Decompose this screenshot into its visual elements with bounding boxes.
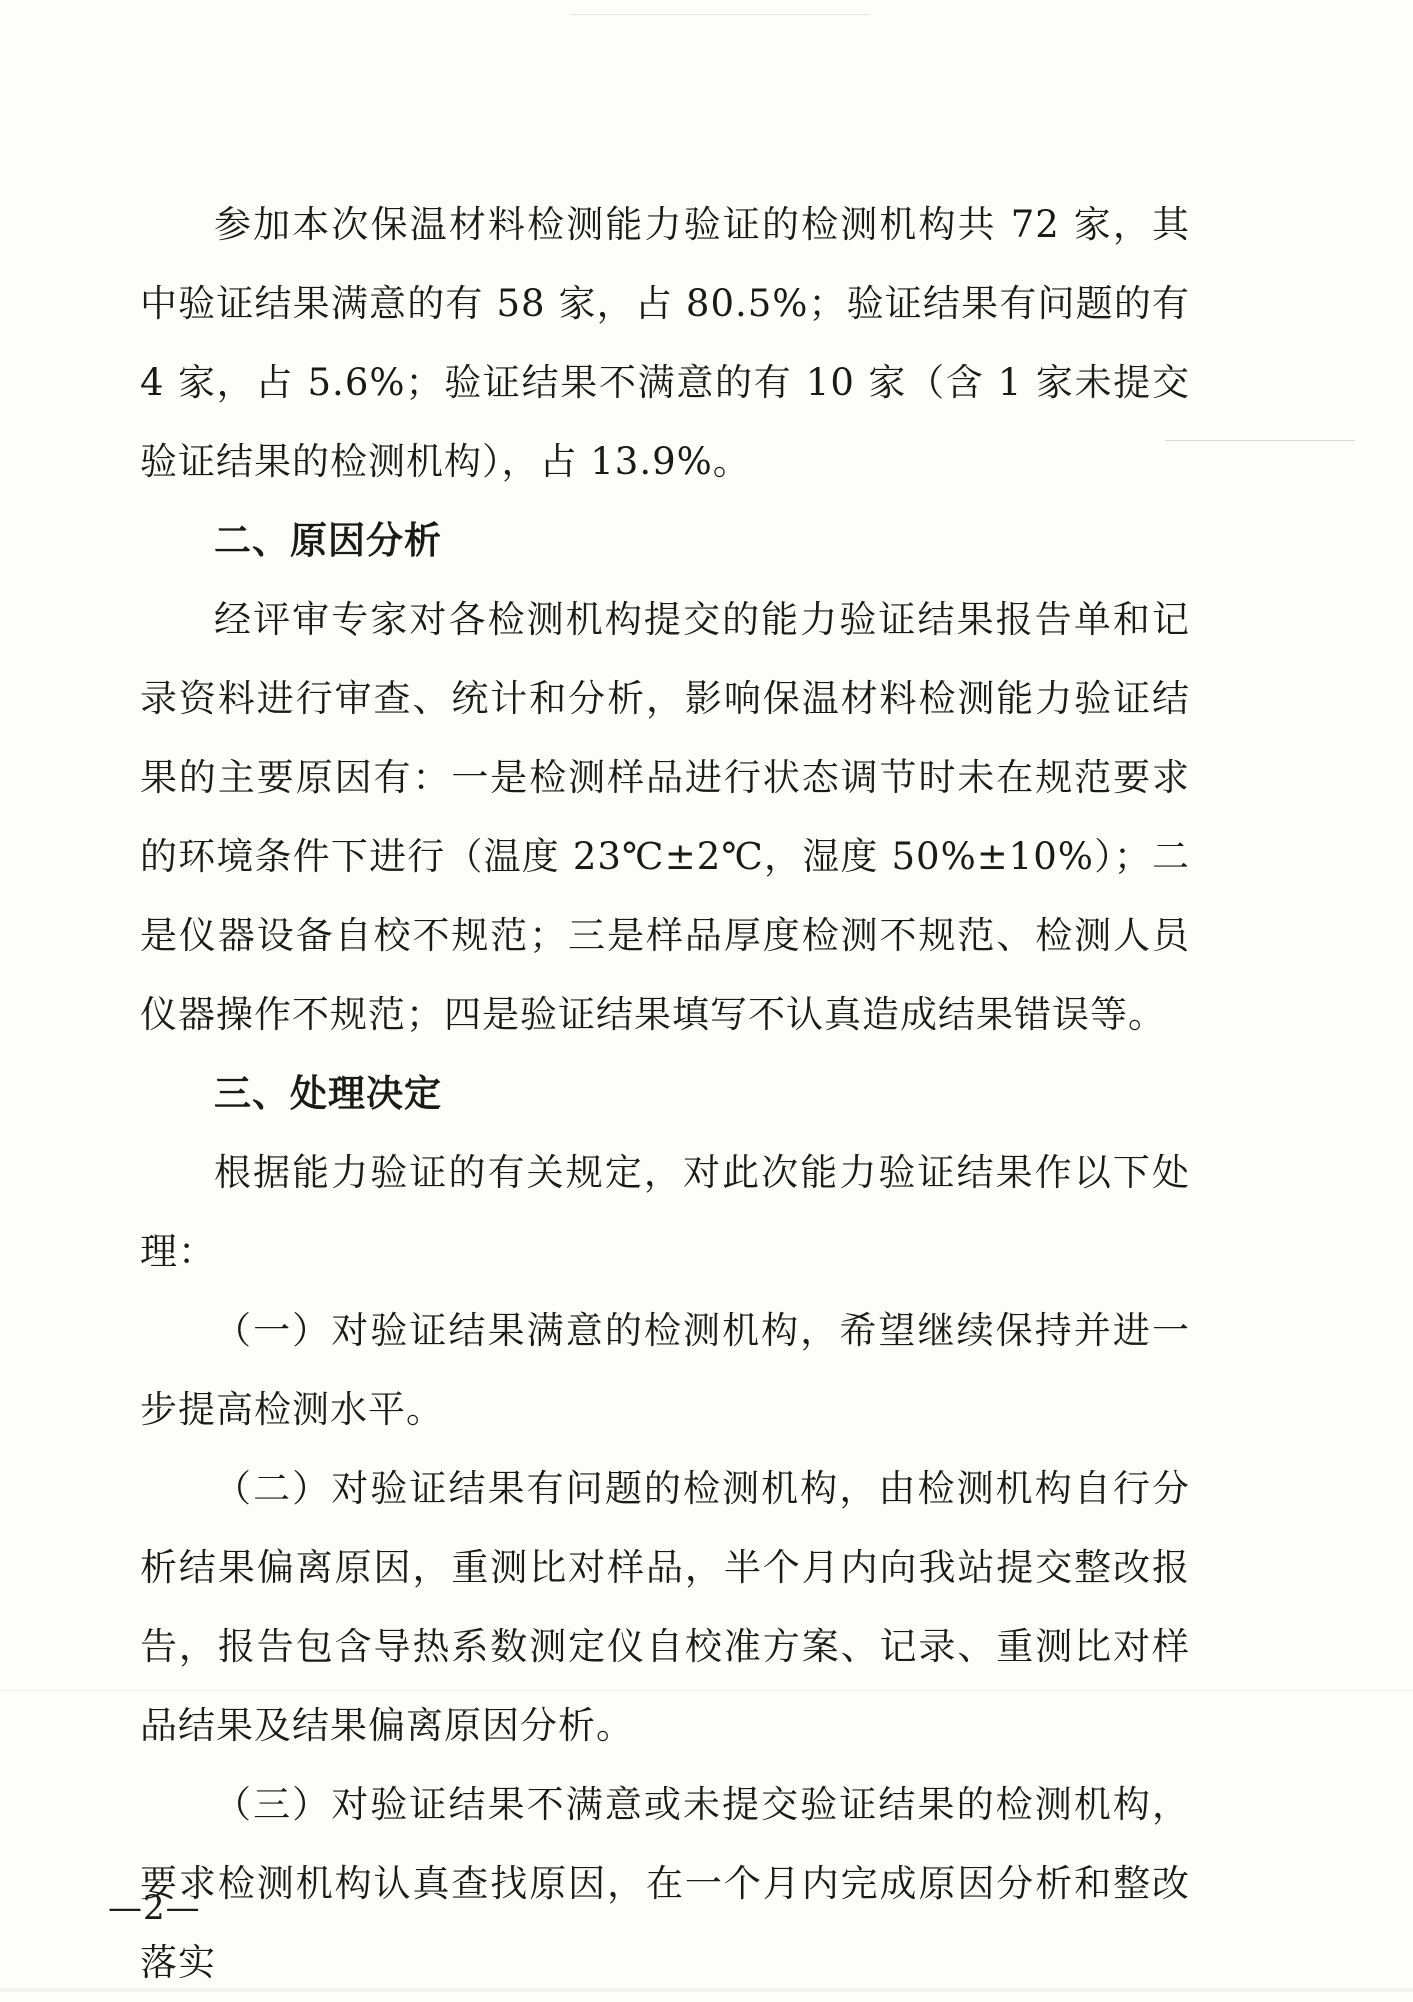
paragraph-results-summary: 参加本次保温材料检测能力验证的检测机构共 72 家，其中验证结果满意的有 58 家，占 80.5%；验证结果有问题的有 4 家，占 5.6%；验证结果不满意的有 10 家（含 1 家未提交验证结果的检测机构），占 13.9%。 [140, 203, 1190, 483]
paragraph-decision-item-2: （二）对验证结果有问题的检测机构，由检测机构自行分析结果偏离原因，重测比对样品，半个月内向我站提交整改报告，报告包含导热系数测定仪自校准方案、记录、重测比对样品结果及结果偏离原因分析。 [140, 1467, 1190, 1747]
section-heading-cause-analysis: 二、原因分析 [214, 519, 442, 562]
scan-artifact-line [1165, 440, 1355, 441]
paragraph-decision-item-1: （一）对验证结果满意的检测机构，希望继续保持并进一步提高检测水平。 [140, 1309, 1190, 1431]
paragraph-decision-item-3: （三）对验证结果不满意或未提交验证结果的检测机构，要求检测机构认真查找原因，在一个月内完成原因分析和整改落实 [140, 1783, 1190, 1984]
page-number: —2— [108, 1888, 201, 1928]
paragraph-cause-analysis: 经评审专家对各检测机构提交的能力验证结果报告单和记录资料进行审查、统计和分析，影响保温材料检测能力验证结果的主要原因有：一是检测样品进行状态调节时未在规范要求的环境条件下进行（温度 23℃±2℃，湿度 50%±10%）；二是仪器设备自校不规范；三是样品厚度检测不规范、检测人员仪器操作不规范；四是验证结果填写不认真造成结果错误等。 [140, 598, 1190, 1036]
scan-artifact-line [570, 14, 870, 15]
paragraph-decision-intro: 根据能力验证的有关规定，对此次能力验证结果作以下处理： [140, 1151, 1190, 1273]
document-body [140, 185, 1190, 2002]
section-heading-decision: 三、处理决定 [214, 1072, 442, 1115]
